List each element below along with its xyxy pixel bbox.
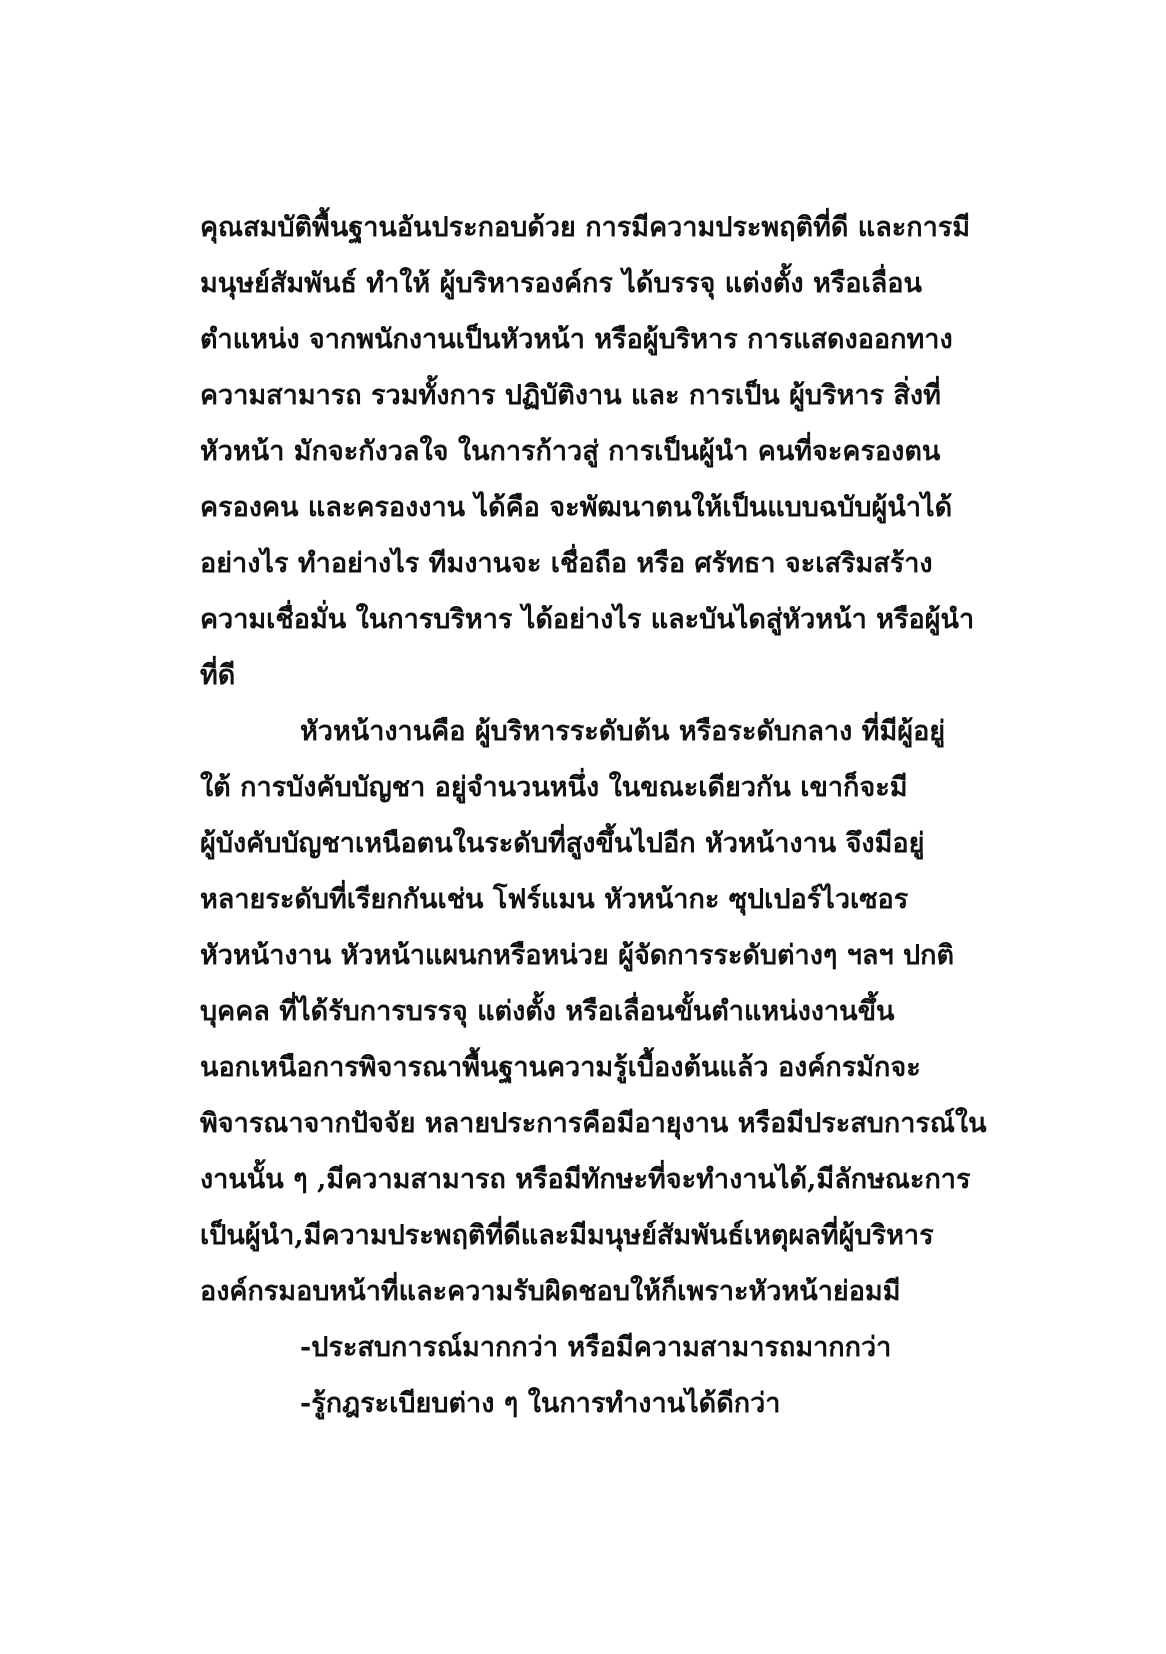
document-page — [200, 200, 987, 1432]
text-line: หัวหน้างาน หัวหน้าแผนกหรือหน่วย ผู้จัดการระดับต่างๆ ฯลฯ ปกติ — [200, 940, 955, 971]
bullet-list — [200, 1320, 980, 1432]
text-line: บุคคล ที่ได้รับการบรรจุ แต่งตั้ง หรือเลื่อนขั้นตำแหน่งงานขึ้น — [200, 996, 895, 1027]
bullet-item: -รู้กฎระเบียบต่าง ๆ ในการทำงานได้ดีกว่า — [300, 1388, 781, 1419]
text-line: มนุษย์สัมพันธ์ ทำให้ ผู้บริหารองค์กร ได้บรรจุ แต่งตั้ง หรือเลื่อน — [200, 268, 922, 299]
text-line-indented: หัวหน้างานคือ ผู้บริหารระดับต้น หรือระดับกลาง ที่มีผู้อยู่ — [300, 716, 946, 747]
bullet-item: -ประสบการณ์มากกว่า หรือมีความสามารถมากกว่า — [300, 1332, 892, 1363]
text-line: งานนั้น ๆ ,มีความสามารถ หรือมีทักษะที่จะทำงานได้,มีลักษณะการ — [200, 1164, 971, 1195]
text-line: ความสามารถ รวมทั้งการ ปฏิบัติงาน และ การเป็น ผู้บริหาร สิ่งที่ — [200, 380, 941, 411]
text-line: นอกเหนือการพิจารณาพื้นฐานความรู้เบื้องต้นแล้ว องค์กรมักจะ — [200, 1052, 921, 1083]
paragraph-1 — [200, 200, 980, 704]
text-line: ความเชื่อมั่น ในการบริหาร ได้อย่างไร และบันไดสู่หัวหน้า หรือผู้นำ — [200, 604, 975, 635]
text-line: ที่ดี — [200, 660, 236, 691]
text-line: คุณสมบัติพื้นฐานอันประกอบด้วย การมีความประพฤติที่ดี และการมี — [200, 212, 971, 243]
text-line: ครองคน และครองงาน ได้คือ จะพัฒนาตนให้เป็นแบบฉบับผู้นำได้ — [200, 492, 953, 523]
text-line: หลายระดับที่เรียกกันเช่น โฟร์แมน หัวหน้ากะ ซุปเปอร์ไวเซอร — [200, 884, 909, 915]
text-line: ใต้ การบังคับบัญชา อยู่จำนวนหนึ่ง ในขณะเดียวกัน เขาก็จะมี — [200, 772, 908, 803]
text-line: อย่างไร ทำอย่างไร ทีมงานจะ เชื่อถือ หรือ ศรัทธา จะเสริมสร้าง — [200, 548, 933, 579]
text-line: องค์กรมอบหน้าที่และความรับผิดชอบให้ก็เพราะหัวหน้าย่อมมี — [200, 1276, 901, 1307]
text-line: เป็นผู้นำ,มีความประพฤติที่ดีและมีมนุษย์สัมพันธ์เหตุผลที่ผู้บริหาร — [200, 1220, 934, 1251]
text-line: ผู้บังคับบัญชาเหนือตนในระดับที่สูงขึ้นไปอีก หัวหน้างาน จึงมีอยู่ — [200, 828, 925, 859]
text-line: พิจารณาจากปัจจัย หลายประการคือมีอายุงาน หรือมีประสบการณ์ใน — [200, 1108, 987, 1139]
text-line: หัวหน้า มักจะกังวลใจ ในการก้าวสู่ การเป็นผู้นำ คนที่จะครองตน — [200, 436, 941, 467]
text-line: ตำแหน่ง จากพนักงานเป็นหัวหน้า หรือผู้บริหาร การแสดงออกทาง — [200, 324, 953, 355]
paragraph-2 — [200, 704, 987, 1320]
